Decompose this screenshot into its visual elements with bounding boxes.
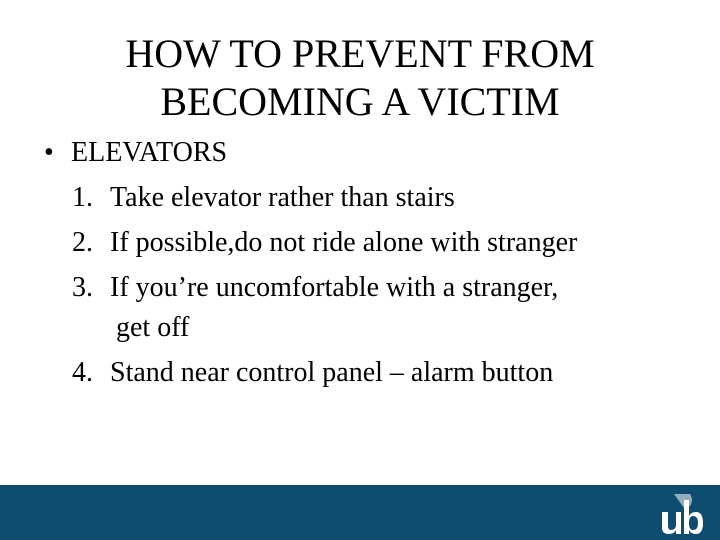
- list-item: [72, 223, 577, 263]
- list-item-text: Stand near control panel – alarm button: [110, 357, 554, 388]
- list-item-text: Take elevator rather than stairs: [110, 182, 455, 213]
- list-item-number: 2.: [72, 227, 93, 258]
- ub-logo-icon: [660, 492, 704, 536]
- footer-bar: [0, 485, 720, 540]
- list-item: [72, 178, 455, 218]
- bullet-dot: •: [44, 137, 54, 168]
- list-item-number: 4.: [72, 357, 93, 388]
- title-line-1: HOW TO PREVENT FROM: [125, 31, 595, 76]
- list-item-text: If you’re uncomfortable with a stranger,: [110, 272, 559, 303]
- slide-title: [0, 30, 720, 126]
- bullet-label: ELEVATORS: [71, 137, 228, 168]
- list-item-text: If possible,do not ride alone with stranger: [110, 227, 578, 258]
- list-item-number: 3.: [72, 272, 93, 303]
- list-item-number: 1.: [72, 182, 93, 213]
- bullet-elevators: [44, 133, 227, 173]
- list-item-continuation: get off: [116, 312, 190, 343]
- list-item: [72, 353, 553, 393]
- title-line-2: BECOMING A VICTIM: [160, 79, 560, 124]
- list-item: [72, 268, 558, 308]
